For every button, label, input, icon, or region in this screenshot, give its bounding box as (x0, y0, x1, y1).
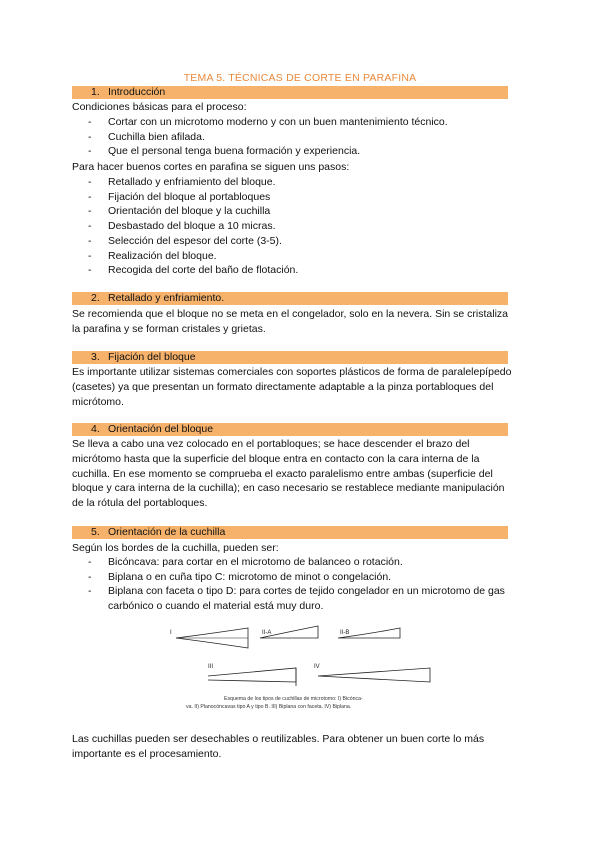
figure-caption-line-1: Esquema de los tipos de cuchillas de microtomo: I) Bicónca- (224, 696, 363, 702)
figure-caption-line-2: va. II) Planocóncavas tipo A y tipo B. III) Biplana con faceta. IV) Biplana. (186, 704, 352, 710)
blade-profile-biplane-facet (208, 668, 296, 686)
list-item: - Retallado y enfriamiento del bloque. (72, 175, 512, 190)
section-4-text: Se lleva a cabo una vez colocado en el portabloques; se hace descender el brazo del micrótomo hasta que la superficie del bloque entra en contacto con la cara interna de la cuchilla. En ese momento se comprueba el exacto paralelismo entre ambas (superficie del bloque y cara interna de la cuchilla); en caso necesario se restablece mediante manipulación de la rótula del portabloques. (72, 438, 505, 510)
section-number-1: 1. (91, 86, 100, 98)
section-heading-1: Introducción (108, 86, 166, 98)
list-item: - Que el personal tenga buena formación y experiencia. (72, 144, 512, 159)
list-item: - Biplana con faceta o tipo D: para cortes de tejido congelador en un microtomo de gas carbónico o cuando el material está muy duro. (72, 584, 512, 613)
list-item: - Cuchilla bien afilada. (72, 130, 512, 145)
section-heading-4: Orientación del bloque (108, 423, 214, 435)
figure-label-5: IV (314, 664, 320, 670)
section-number-4: 4. (91, 423, 100, 435)
figure-label-1: I (170, 630, 172, 636)
list-item: - Bicóncava: para cortar en el microtomo de balanceo o rotación. (72, 555, 512, 570)
section-3-text: Es importante utilizar sistemas comerciales con soportes plásticos de forma de paralelepípedo (casetes) ya que presentan un formato directamente adaptable a la pinza portabloques del micrótomo. (72, 366, 512, 408)
list-item: - Selección del espesor del corte (3-5). (72, 234, 512, 249)
list-item: - Realización del bloque. (72, 249, 512, 264)
intro-paragraph-2: Para hacer buenos cortes en parafina se siguen uns pasos: (72, 161, 350, 173)
closing-paragraph: Las cuchillas pueden ser desechables o reutilizables. Para obtener un buen corte lo más importante es el procesamiento. (72, 733, 485, 760)
section-5-list (72, 555, 512, 614)
section-heading-5: Orientación de la cuchilla (108, 526, 226, 538)
list-item: - Fijación del bloque al portabloques (72, 190, 512, 205)
intro-paragraph-1: Condiciones básicas para el proceso: (72, 101, 247, 113)
section-2-text: Se recomienda que el bloque no se meta en el congelador, solo en la nevera. Sin se cristaliza la parafina y se forman cristales y grietas. (72, 308, 509, 335)
list-item: - Desbastado del bloque a 10 micras. (72, 219, 512, 234)
list-item: - Orientación del bloque y la cuchilla (72, 204, 512, 219)
intro-list-2 (72, 175, 512, 278)
section-number-2: 2. (91, 292, 100, 304)
section-5-intro: Según los bordes de la cuchilla, pueden ser: (72, 542, 279, 554)
blade-types-figure (168, 622, 434, 718)
section-heading-2: Retallado y enfriamiento. (108, 292, 225, 304)
intro-list-1 (72, 115, 512, 159)
list-item: - Cortar con un microtomo moderno y con un buen mantenimiento técnico. (72, 115, 512, 130)
list-item: - Recogida del corte del baño de flotación. (72, 263, 512, 278)
document-title: TEMA 5. TÉCNICAS DE CORTE EN PARAFINA (183, 72, 417, 84)
blade-profile-biplane (318, 668, 430, 682)
figure-label-2: II-A (262, 630, 272, 636)
section-number-5: 5. (91, 526, 100, 538)
figure-label-4: III (208, 664, 214, 670)
section-heading-3: Fijación del bloque (108, 351, 196, 363)
section-number-3: 3. (91, 351, 100, 363)
blade-profile-biconcave (176, 628, 248, 648)
list-item: - Biplana o en cuña tipo C: microtomo de minot o congelación. (72, 570, 512, 585)
figure-label-3: II-B (340, 630, 350, 636)
